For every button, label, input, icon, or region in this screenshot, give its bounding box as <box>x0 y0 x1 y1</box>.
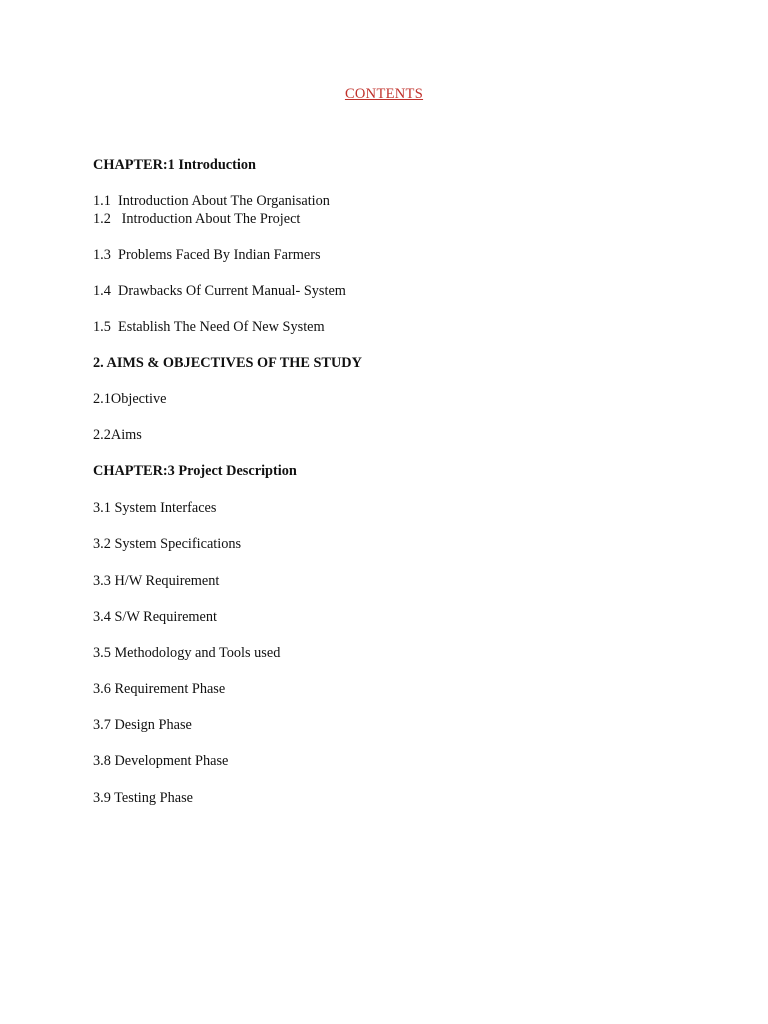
toc-entry: CHAPTER:3 Project Description <box>93 463 297 479</box>
toc-entry: 1.4 Drawbacks Of Current Manual- System <box>93 283 346 299</box>
toc-entry: 2.2Aims <box>93 427 142 443</box>
toc-entry: CHAPTER:1 Introduction <box>93 157 256 173</box>
toc-entry: 1.2 Introduction About The Project <box>93 211 301 227</box>
toc-entry: 1.1 Introduction About The Organisation <box>93 193 330 209</box>
toc-entry: 2. AIMS & OBJECTIVES OF THE STUDY <box>93 355 362 371</box>
toc-entry: 1.3 Problems Faced By Indian Farmers <box>93 247 321 263</box>
toc-entry: 3.7 Design Phase <box>93 717 192 733</box>
toc-entry: 3.9 Testing Phase <box>93 790 194 806</box>
toc-entry: 1.5 Establish The Need Of New System <box>93 319 325 335</box>
contents-title: CONTENTS <box>344 86 424 102</box>
toc-entry: 2.1Objective <box>93 391 167 407</box>
toc-entry: 3.1 System Interfaces <box>93 500 217 516</box>
toc-entry: 3.5 Methodology and Tools used <box>93 645 281 661</box>
toc-entry: 3.4 S/W Requirement <box>93 609 218 625</box>
toc-entry: 3.8 Development Phase <box>93 753 229 769</box>
toc-entry: 3.2 System Specifications <box>93 536 242 552</box>
toc-entry: 3.6 Requirement Phase <box>93 681 226 697</box>
toc-entry: 3.3 H/W Requirement <box>93 573 220 589</box>
